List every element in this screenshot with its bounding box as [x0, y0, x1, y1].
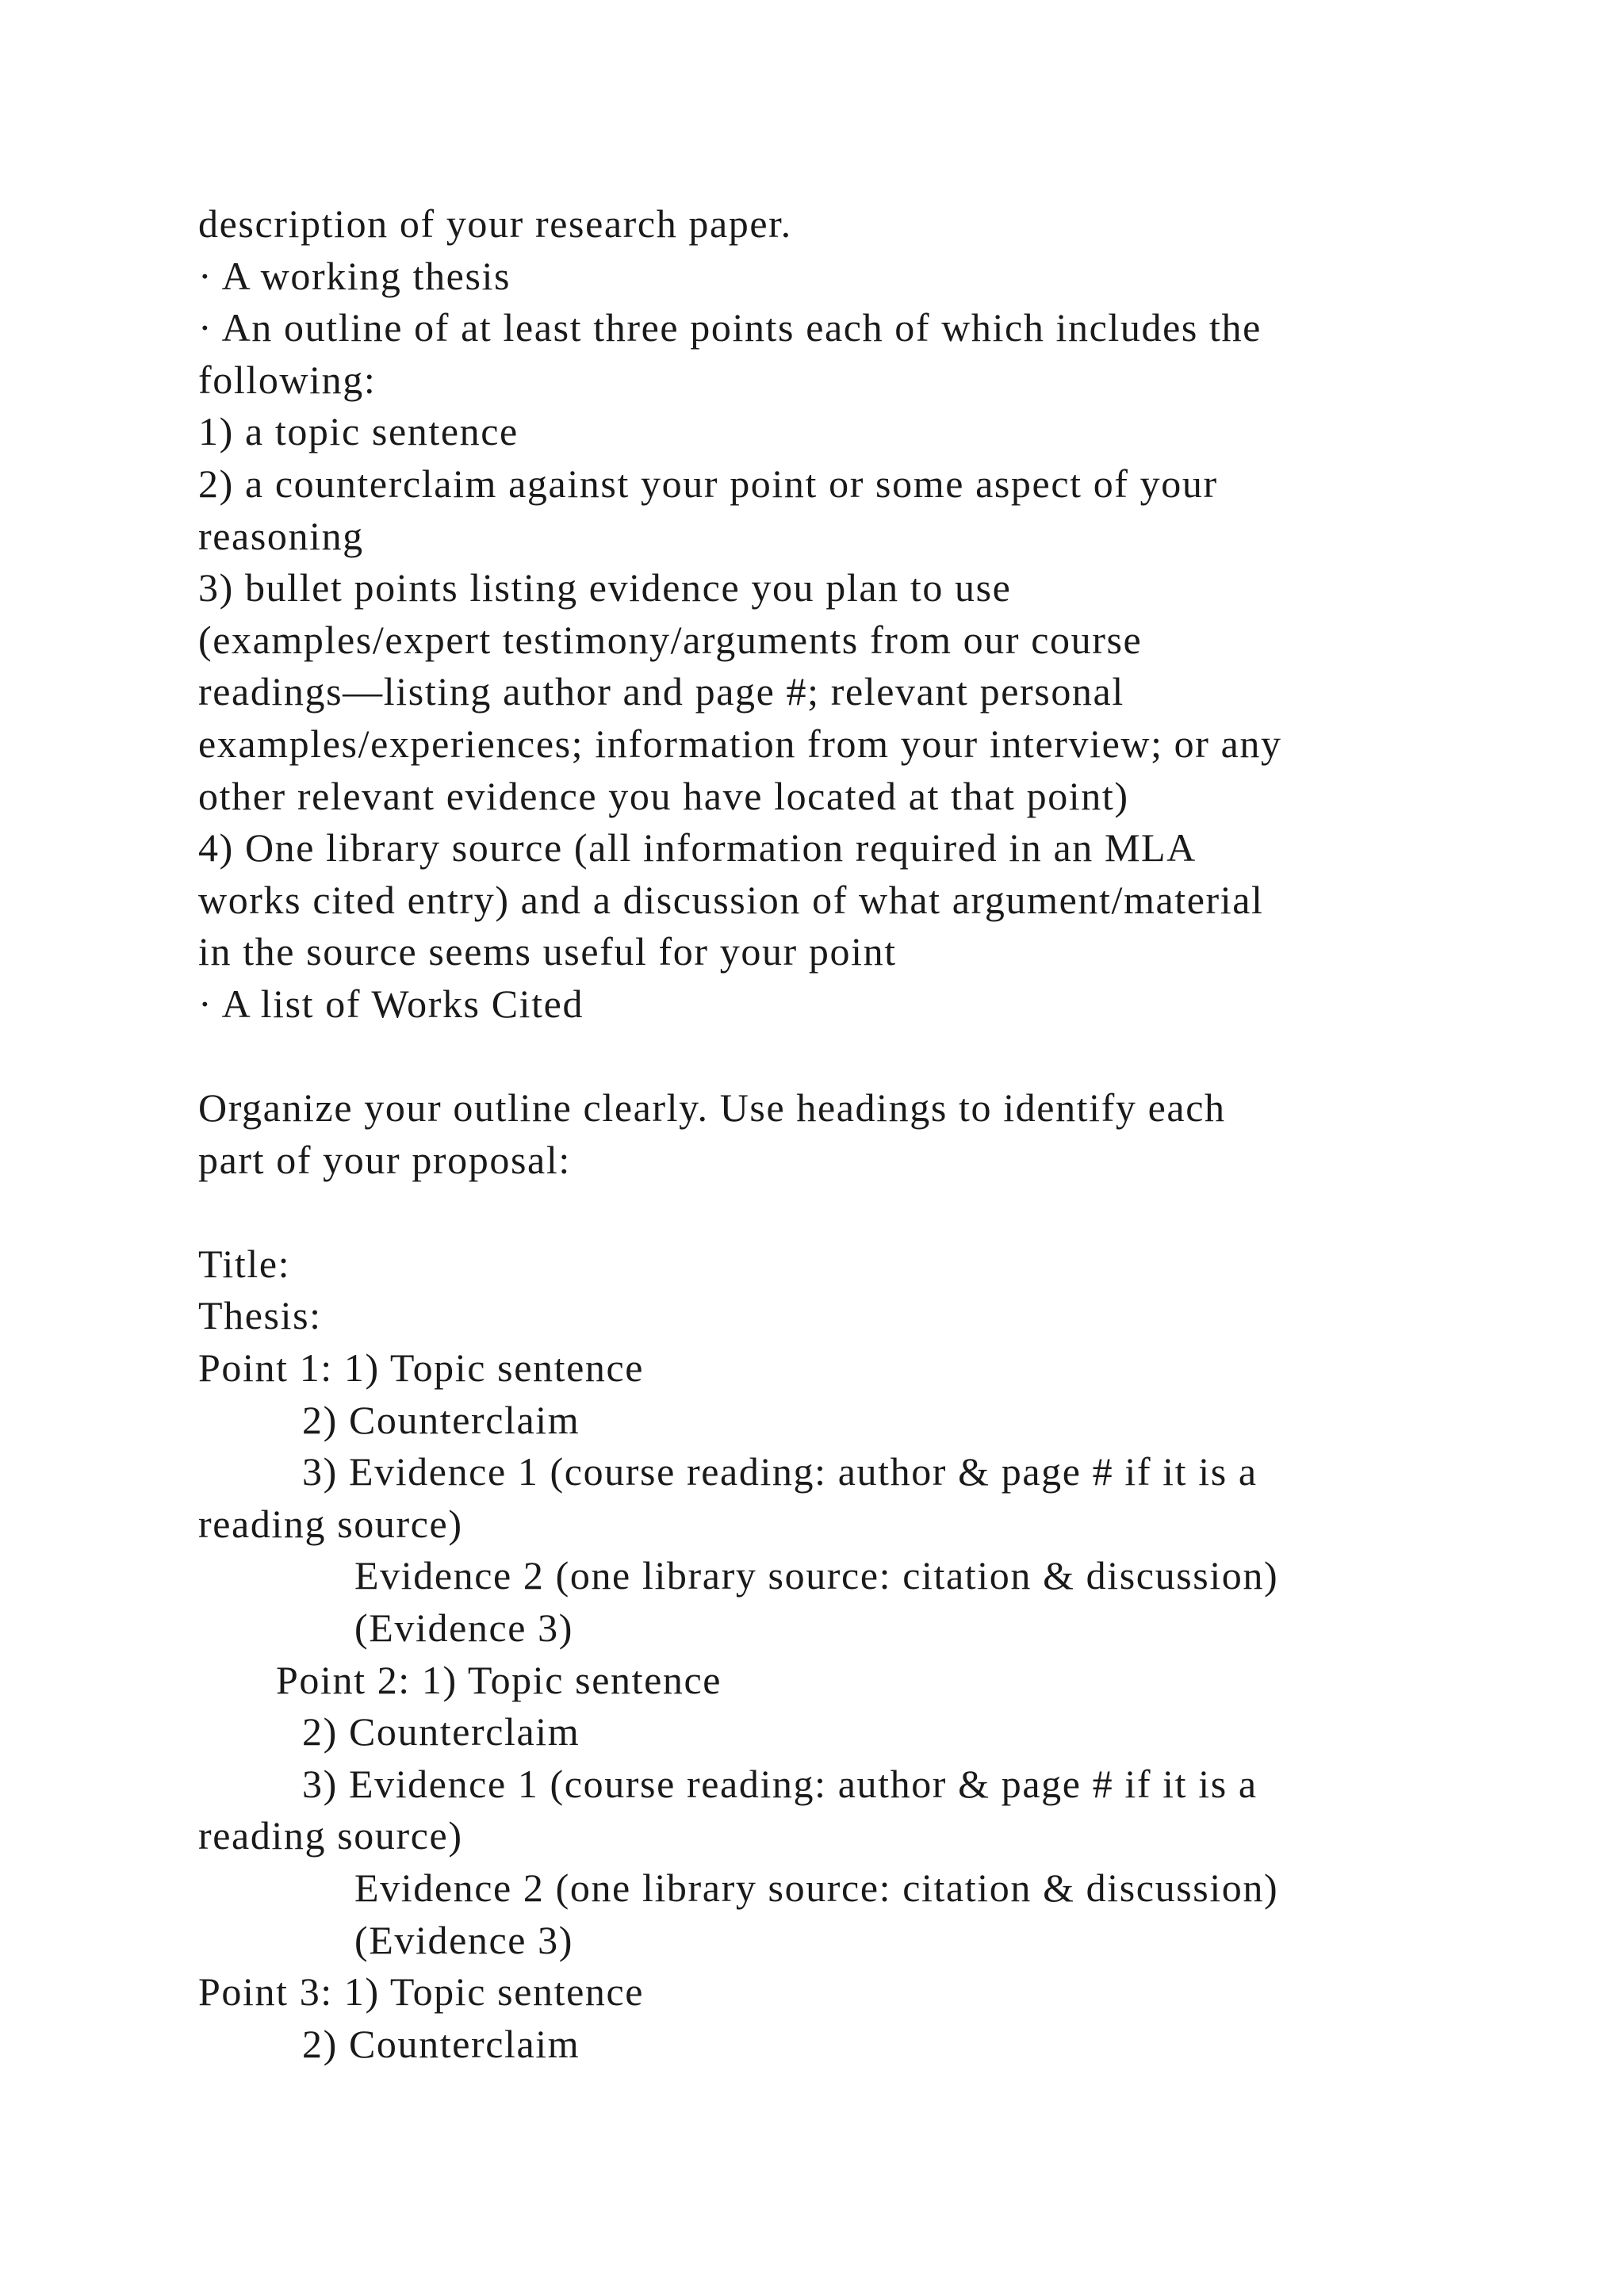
heading-thesis: Thesis:	[198, 1293, 322, 1338]
blank-line	[198, 1186, 1546, 1238]
numbered-item: 2) a counterclaim against your point or some aspect of your	[198, 461, 1218, 506]
bullet-item: · A list of Works Cited	[198, 981, 584, 1026]
point-3-heading: Point 3: 1) Topic sentence	[198, 1969, 645, 2015]
point-1-heading: Point 1: 1) Topic sentence	[198, 1345, 645, 1391]
bullet-item: · An outline of at least three points each of which includes the	[198, 305, 1262, 350]
text-line: reasoning	[198, 513, 364, 558]
numbered-item: 4) One library source (all information required in an MLA	[198, 825, 1197, 871]
text-line: reading source)	[198, 1501, 463, 1546]
outline-item: 3) Evidence 1 (course reading: author & page # if it is a	[302, 1449, 1258, 1494]
outline-item: (Evidence 3)	[354, 1605, 574, 1651]
text-line: readings—listing author and page #; relevant personal	[198, 669, 1124, 714]
bullet-item: · A working thesis	[198, 253, 511, 298]
outline-item: 2) Counterclaim	[302, 1709, 580, 1755]
text-line: works cited entry) and a discussion of what argument/material	[198, 877, 1264, 922]
text-line: following:	[198, 357, 377, 402]
heading-title: Title:	[198, 1241, 291, 1286]
document-body	[198, 198, 1546, 2070]
point-2-heading: Point 2: 1) Topic sentence	[276, 1657, 722, 1702]
numbered-item: 1) a topic sentence	[198, 409, 519, 454]
blank-line	[198, 1031, 1546, 1083]
outline-item: Evidence 2 (one library source: citation & discussion)	[354, 1866, 1279, 1910]
text-line: in the source seems useful for your point	[198, 929, 897, 974]
outline-item: 2) Counterclaim	[302, 2021, 580, 2066]
outline-item: 3) Evidence 1 (course reading: author & page # if it is a	[302, 1761, 1258, 1806]
text-line: examples/experiences; information from your interview; or any	[198, 721, 1282, 766]
text-line: (examples/expert testimony/arguments from our course	[198, 617, 1143, 662]
outline-item: 2) Counterclaim	[302, 1397, 580, 1442]
text-line: other relevant evidence you have located at that point)	[198, 773, 1129, 818]
text-line: reading source)	[198, 1813, 463, 1858]
numbered-item: 3) bullet points listing evidence you plan to use	[198, 565, 1012, 610]
outline-item: (Evidence 3)	[354, 1917, 574, 1962]
text-line: Organize your outline clearly. Use headings to identify each	[198, 1085, 1226, 1131]
text-line: description of your research paper.	[198, 201, 792, 246]
text-line: part of your proposal:	[198, 1137, 571, 1182]
outline-item: Evidence 2 (one library source: citation & discussion)	[354, 1553, 1279, 1598]
